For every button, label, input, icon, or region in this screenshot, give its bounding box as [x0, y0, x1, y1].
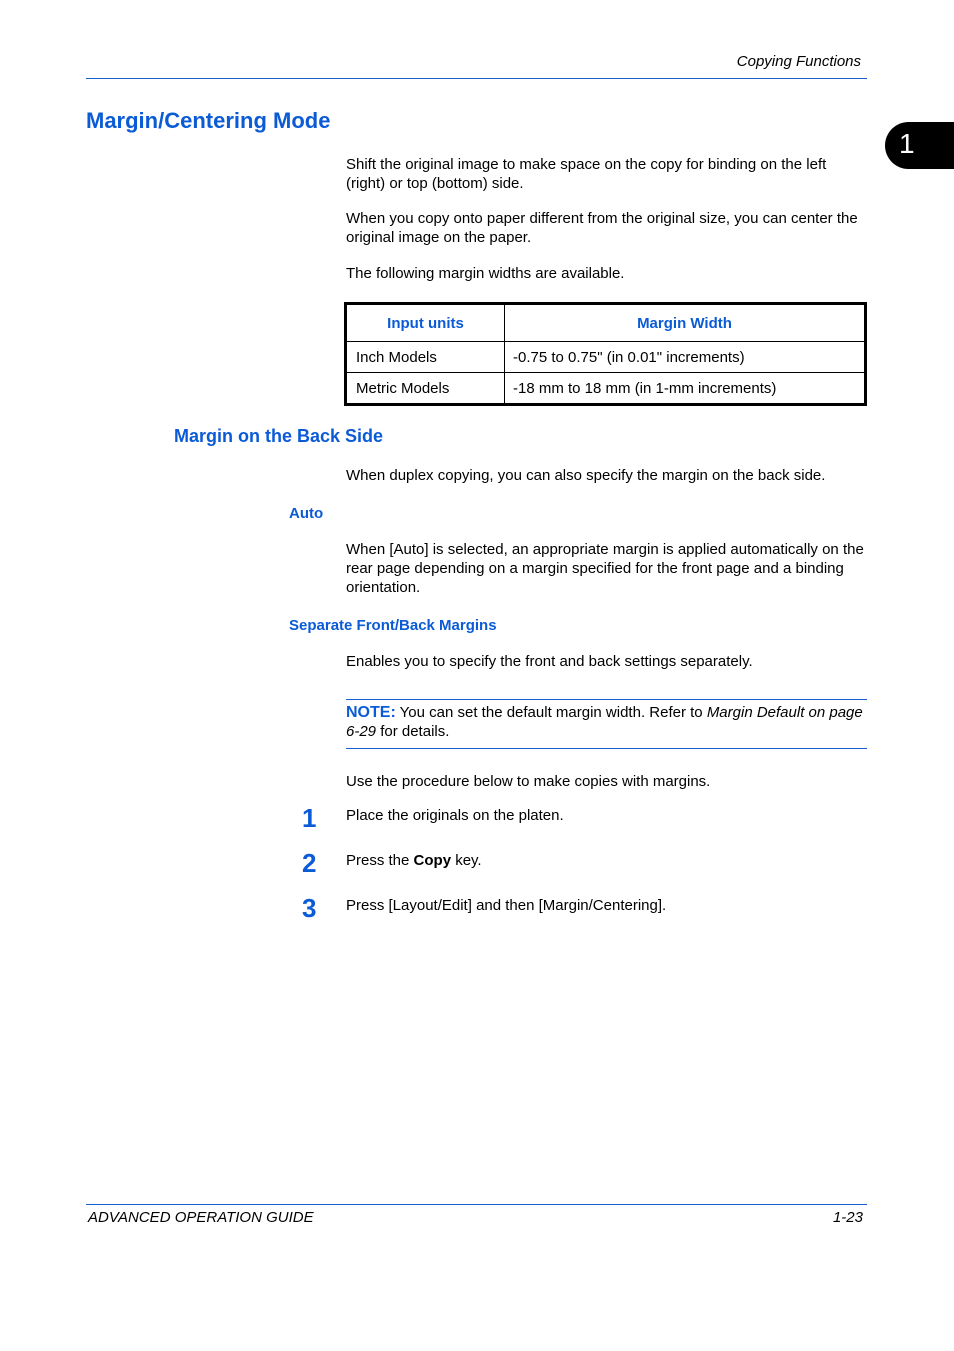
margin-width-table	[344, 302, 867, 406]
header-rule	[86, 78, 867, 79]
table-header-row	[346, 304, 866, 342]
table-header-margin-width: Margin Width	[505, 304, 866, 342]
table-cell-units: Inch Models	[346, 342, 505, 373]
chapter-tab	[885, 122, 954, 169]
procedure-intro: Use the procedure below to make copies with margins.	[346, 773, 711, 790]
back-side-paragraph: When duplex copying, you can also specify the margin on the back side.	[346, 467, 826, 484]
note-text	[346, 703, 866, 741]
note-text-after: for details.	[376, 723, 450, 740]
running-header: Copying Functions	[736, 53, 861, 70]
note-label: NOTE:	[346, 704, 396, 721]
auto-paragraph: When [Auto] is selected, an appropriate margin is applied automatically on the rear page depending on a margin specified for the front page and a binding orientation.	[346, 541, 864, 596]
note-box	[346, 699, 867, 749]
footer-rule	[86, 1204, 867, 1205]
step-text-after: key.	[451, 852, 482, 869]
footer-guide-title: ADVANCED OPERATION GUIDE	[88, 1209, 314, 1226]
step-number: 3	[302, 893, 317, 923]
chapter-number: 1	[899, 128, 915, 159]
subheading-auto: Auto	[289, 505, 324, 522]
copy-key-label: Copy	[413, 852, 452, 869]
step-number: 1	[302, 803, 317, 833]
table-header-input-units: Input units	[346, 304, 505, 342]
subsection-title-back-side: Margin on the Back Side	[174, 426, 384, 446]
table-cell-width: -0.75 to 0.75" (in 0.01" increments)	[505, 342, 866, 373]
step-text: Press [Layout/Edit] and then [Margin/Centering].	[346, 897, 667, 914]
table-row	[346, 373, 866, 405]
section-title: Margin/Centering Mode	[86, 108, 331, 133]
step-text	[346, 852, 482, 869]
separate-margins-paragraph: Enables you to specify the front and back settings separately.	[346, 653, 753, 670]
footer-page-number: 1-23	[832, 1209, 863, 1226]
step-text-before: Press the	[346, 852, 414, 869]
subheading-separate-margins: Separate Front/Back Margins	[289, 617, 497, 634]
table-row	[346, 342, 866, 373]
step-number: 2	[302, 848, 317, 878]
table-cell-units: Metric Models	[346, 373, 505, 405]
note-text-before: You can set the default margin width. Refer to	[395, 704, 707, 721]
table-cell-width: -18 mm to 18 mm (in 1-mm increments)	[505, 373, 866, 405]
intro-paragraph-1: Shift the original image to make space on the copy for binding on the left (right) or top (bottom) side.	[346, 156, 827, 192]
note-reference: Margin Default on page 6-29	[346, 704, 863, 740]
step-text: Place the originals on the platen.	[346, 807, 564, 824]
intro-paragraph-3: The following margin widths are available.	[346, 265, 625, 282]
intro-paragraph-2: When you copy onto paper different from the original size, you can center the original image on the paper.	[346, 210, 858, 246]
